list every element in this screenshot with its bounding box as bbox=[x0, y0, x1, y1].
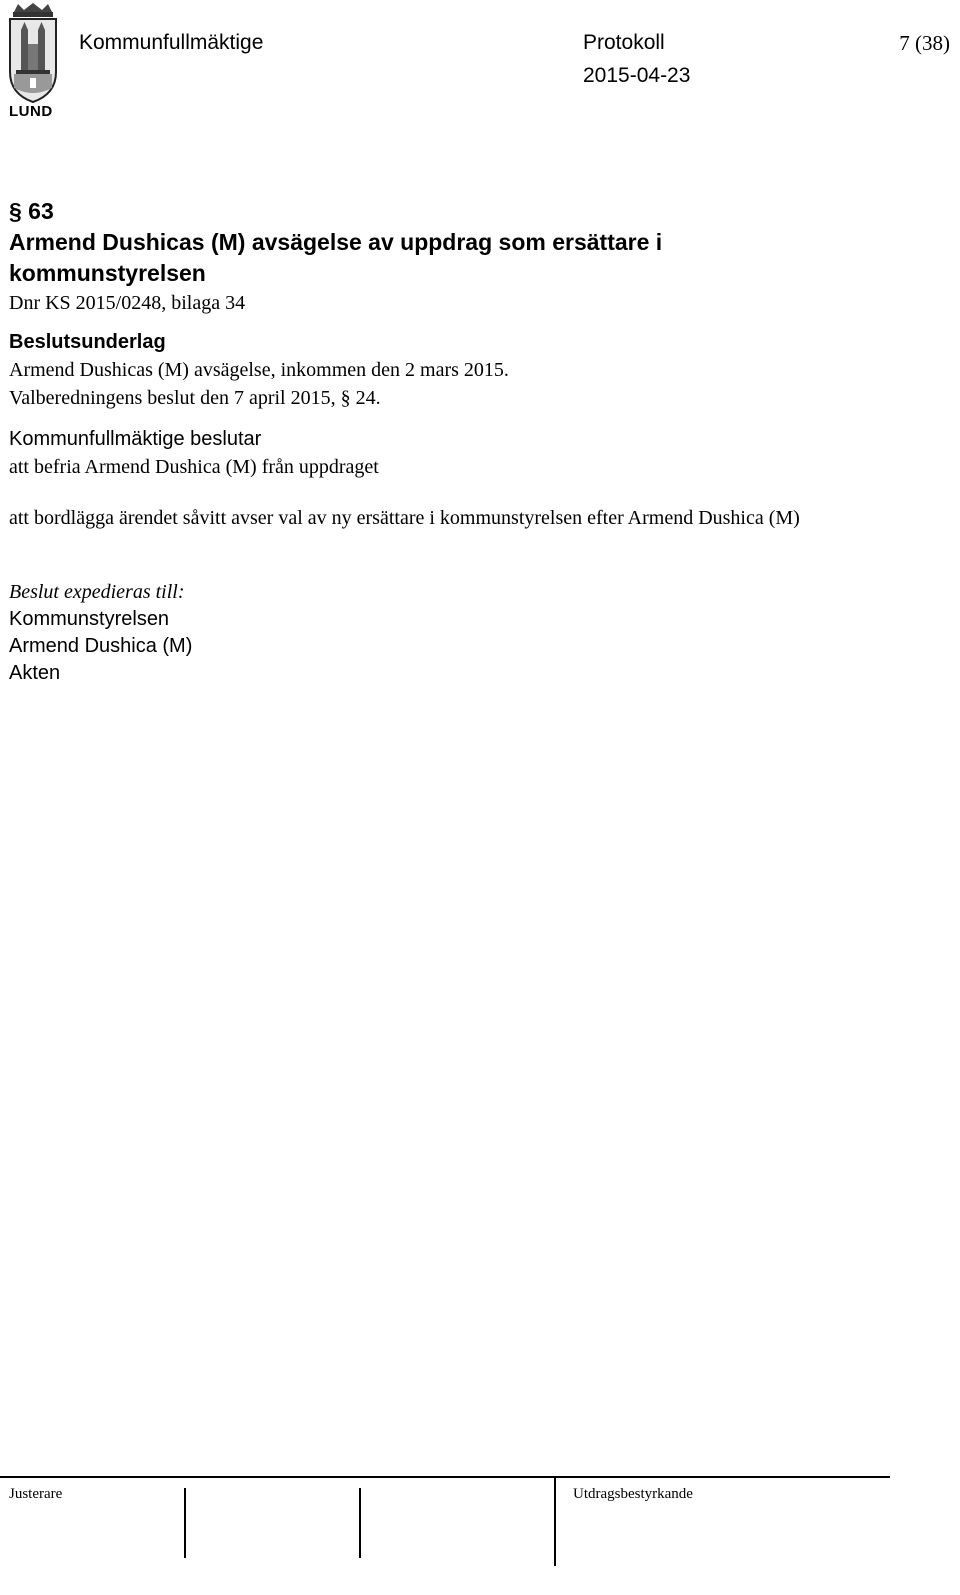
footer-divider bbox=[554, 1478, 556, 1566]
page-number: 7 (38) bbox=[899, 31, 950, 55]
utdragsbestyrkande-label: Utdragsbestyrkande bbox=[573, 1486, 693, 1502]
expedieras-heading: Beslut expedieras till: bbox=[9, 581, 185, 603]
section-title-line2: kommunstyrelsen bbox=[9, 260, 206, 286]
beslut-item2: att bordlägga ärendet såvitt avser val av ny ersättare i kommunstyrelsen efter Armend Dushica (M) bbox=[9, 507, 800, 529]
dnr: Dnr KS 2015/0248, bilaga 34 bbox=[9, 292, 246, 314]
header-organ: Kommunfullmäktige bbox=[79, 31, 264, 54]
justerare-label: Justerare bbox=[9, 1486, 63, 1502]
signature-box-1 bbox=[184, 1488, 186, 1558]
header-date: 2015-04-23 bbox=[583, 64, 691, 87]
signature-footer bbox=[0, 1476, 960, 1595]
beslut-item1: att befria Armend Dushica (M) från uppdraget bbox=[9, 456, 379, 478]
header-doc-type: Protokoll bbox=[583, 31, 665, 54]
recipient-armend-dushica: Armend Dushica (M) bbox=[9, 635, 193, 657]
underlag-line2: Valberedningens beslut den 7 april 2015, § 24. bbox=[9, 387, 381, 409]
underlag-line1: Armend Dushicas (M) avsägelse, inkommen den 2 mars 2015. bbox=[9, 359, 509, 381]
beslutar-heading: Kommunfullmäktige beslutar bbox=[9, 428, 262, 450]
section-title-line1: Armend Dushicas (M) avsägelse av uppdrag som ersättare i bbox=[9, 229, 663, 255]
footer-rule bbox=[0, 1476, 890, 1478]
beslutsunderlag-heading: Beslutsunderlag bbox=[9, 331, 166, 353]
recipient-kommunstyrelsen: Kommunstyrelsen bbox=[9, 608, 170, 630]
logo-text: LUND bbox=[9, 103, 53, 120]
section-number: § 63 bbox=[9, 198, 54, 224]
document-body bbox=[9, 195, 949, 687]
signature-box-2 bbox=[359, 1488, 361, 1558]
recipient-akten: Akten bbox=[9, 662, 61, 684]
